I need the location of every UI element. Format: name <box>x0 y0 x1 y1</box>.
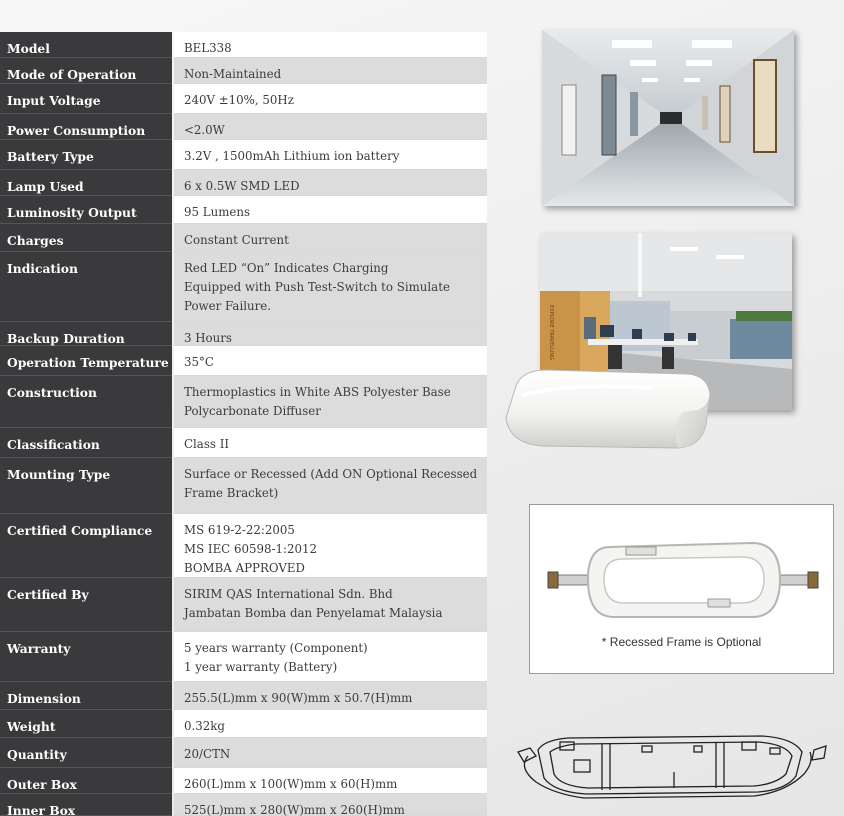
spec-value-line: 6 x 0.5W SMD LED <box>184 179 300 193</box>
spec-value <box>174 428 487 458</box>
spec-value <box>174 32 487 58</box>
spec-value <box>174 224 487 252</box>
spec-row <box>0 428 487 458</box>
spec-value-line: MS 619-2-22:2005 <box>184 523 295 537</box>
spec-value <box>174 58 487 84</box>
spec-value-line: Class II <box>184 437 230 451</box>
spec-label: Power Consumption <box>0 114 172 140</box>
spec-label: Luminosity Output <box>0 196 172 224</box>
spec-label: Warranty <box>0 632 172 682</box>
spec-row <box>0 140 487 170</box>
spec-value-line: 0.32kg <box>184 719 225 733</box>
spec-value <box>174 514 487 578</box>
spec-row <box>0 32 487 58</box>
spec-value <box>174 738 487 768</box>
spec-row <box>0 794 487 816</box>
spec-value <box>174 682 487 710</box>
spec-value <box>174 376 487 428</box>
spec-label: Quantity <box>0 738 172 768</box>
recessed-frame-illustration <box>530 509 833 629</box>
spec-row <box>0 170 487 196</box>
spec-row <box>0 768 487 794</box>
spec-value <box>174 578 487 632</box>
spec-label: Inner Box <box>0 794 172 816</box>
spec-value-line: Frame Bracket) <box>184 486 279 500</box>
spec-value-line: 525(L)mm x 280(W)mm x 260(H)mm <box>184 803 405 816</box>
spec-value <box>174 322 487 346</box>
spec-label: Weight <box>0 710 172 738</box>
spec-row <box>0 196 487 224</box>
spec-value <box>174 794 487 816</box>
spec-value-line: 20/CTN <box>184 747 231 761</box>
spec-value-line: Non-Maintained <box>184 67 282 81</box>
spec-label: Lamp Used <box>0 170 172 196</box>
spec-row <box>0 578 487 632</box>
spec-label: Dimension <box>0 682 172 710</box>
spec-row <box>0 224 487 252</box>
spec-value-line: Polycarbonate Diffuser <box>184 404 321 418</box>
spec-value-line: 260(L)mm x 100(W)mm x 60(H)mm <box>184 777 398 791</box>
spec-label: Mode of Operation <box>0 58 172 84</box>
spec-value-line: 3.2V , 1500mAh Lithium ion battery <box>184 149 400 163</box>
spec-row <box>0 514 487 578</box>
spec-value-line: 5 years warranty (Component) <box>184 641 368 655</box>
spec-value <box>174 346 487 376</box>
spec-row <box>0 252 487 322</box>
spec-row <box>0 738 487 768</box>
recessed-frame-box <box>529 504 834 674</box>
spec-value <box>174 458 487 514</box>
spec-value-line: 95 Lumens <box>184 205 251 219</box>
spec-value <box>174 114 487 140</box>
spec-row <box>0 114 487 140</box>
spec-value <box>174 196 487 224</box>
spec-row <box>0 58 487 84</box>
spec-value-line: BEL338 <box>184 41 232 55</box>
spec-label: Indication <box>0 252 172 322</box>
spec-row <box>0 84 487 114</box>
spec-value <box>174 84 487 114</box>
spec-label: Construction <box>0 376 172 428</box>
spec-value-line: Red LED “On” Indicates Charging <box>184 261 389 275</box>
spec-value-line: MS IEC 60598-1:2012 <box>184 542 317 556</box>
spec-label: Backup Duration <box>0 322 172 346</box>
spec-value-line: Power Failure. <box>184 299 271 313</box>
spec-row <box>0 632 487 682</box>
spec-value-line: Equipped with Push Test-Switch to Simulate <box>184 280 450 294</box>
spec-row <box>0 376 487 428</box>
spec-label: Certified Compliance <box>0 514 172 578</box>
spec-value <box>174 252 487 322</box>
spec-value <box>174 170 487 196</box>
spec-value <box>174 140 487 170</box>
spec-value-line: Jambatan Bomba dan Penyelamat Malaysia <box>184 606 443 620</box>
spec-label: Mounting Type <box>0 458 172 514</box>
spec-row <box>0 458 487 514</box>
spec-label: Charges <box>0 224 172 252</box>
spec-row <box>0 346 487 376</box>
spec-value <box>174 710 487 738</box>
spec-value-line: 3 Hours <box>184 331 232 345</box>
spec-label: Input Voltage <box>0 84 172 114</box>
spec-row <box>0 710 487 738</box>
spec-label: Battery Type <box>0 140 172 170</box>
spec-value-line: Surface or Recessed (Add ON Optional Recessed <box>184 467 478 481</box>
spec-label: Model <box>0 32 172 58</box>
spec-label: Operation Temperature <box>0 346 172 376</box>
spec-value-line: Constant Current <box>184 233 289 247</box>
spec-value <box>174 632 487 682</box>
recessed-frame-caption: * Recessed Frame is Optional <box>601 635 762 649</box>
spec-row <box>0 682 487 710</box>
spec-value-line: Thermoplastics in White ABS Polyester Base <box>184 385 451 399</box>
spec-label: Classification <box>0 428 172 458</box>
corridor-photo <box>542 30 794 206</box>
spec-label: Outer Box <box>0 768 172 794</box>
spec-value <box>174 768 487 794</box>
spec-value-line: 35°C <box>184 355 214 369</box>
spec-value-line: SIRIM QAS International Sdn. Bhd <box>184 587 393 601</box>
spec-value-line: BOMBA APPROVED <box>184 561 305 575</box>
corridor-illustration <box>542 30 794 206</box>
spec-value-line: <2.0W <box>184 123 225 137</box>
office-sign-text: EXPLORE TRAVELLING <box>548 305 554 361</box>
product-line-drawing <box>514 722 830 806</box>
spec-value-line: 1 year warranty (Battery) <box>184 660 338 674</box>
spec-label: Certified By <box>0 578 172 632</box>
spec-row <box>0 322 487 346</box>
emergency-light-product <box>502 366 714 452</box>
spec-value-line: 240V ±10%, 50Hz <box>184 93 294 107</box>
spec-value-line: 255.5(L)mm x 90(W)mm x 50.7(H)mm <box>184 691 413 705</box>
